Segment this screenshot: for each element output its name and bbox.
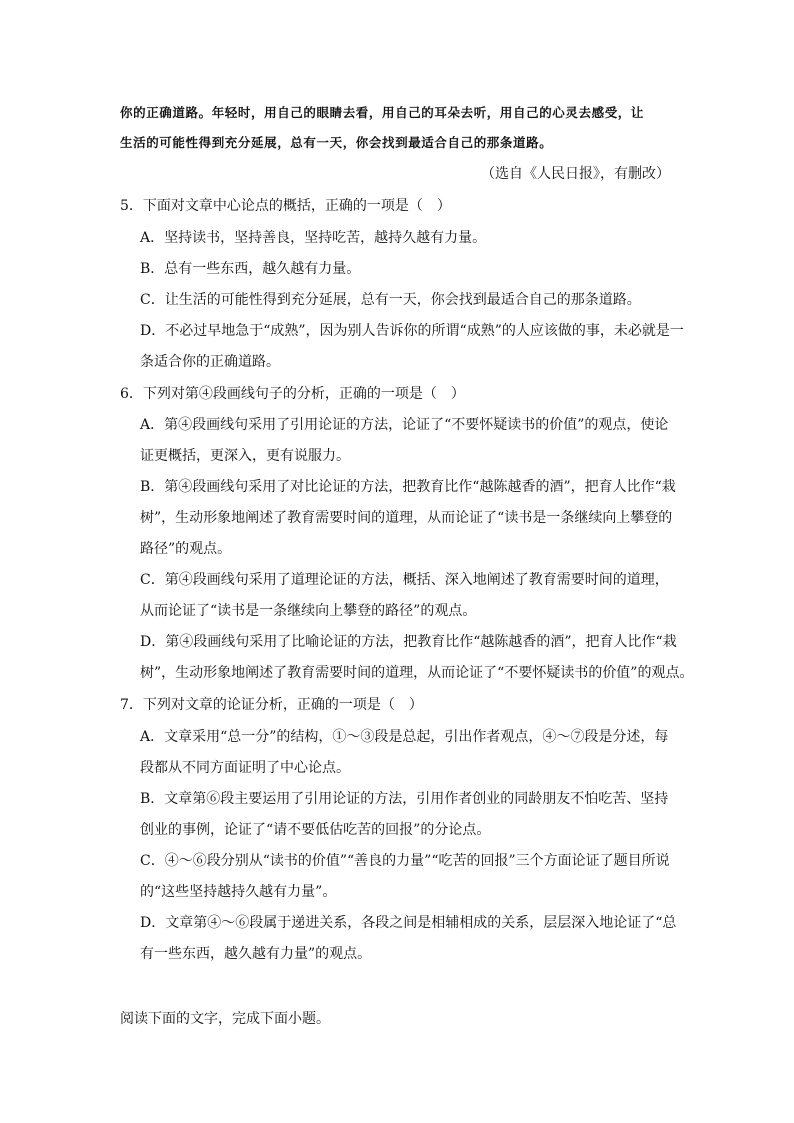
- option-c: C．④～⑥段分别从“读书的价值”“善良的力量”“吃苦的回报”三个方面论证了题目所说: [140, 853, 670, 869]
- question-stem: 5．下面对文章中心论点的概括，正确的一项是（ ）: [120, 198, 451, 214]
- question-stem: 6．下列对第④段画线句子的分析，正确的一项是（ ）: [120, 386, 465, 402]
- option-d: D．文章第④～⑥段属于递进关系，各段之间是相辅相成的关系，层层深入地论证了“总: [140, 915, 677, 931]
- passage-line: 你的正确道路。年轻时，用自己的眼睛去看，用自己的耳朵去听，用自己的心灵去感受，让: [120, 105, 645, 120]
- option-c-cont: 的“这些坚持越持久越有力量”。: [140, 884, 337, 900]
- option-b: B．总有一些东西，越久越有力量。: [140, 261, 361, 277]
- option-d-cont: 树”，生动形象地阐述了教育需要时间的道理，从而论证了“不要怀疑读书的价值”的观点。: [140, 665, 694, 681]
- option-a: A．第④段画线句采用了引用论证的方法，论证了“不要怀疑读书的价值”的观点，使论: [140, 417, 669, 433]
- passage-line: 生活的可能性得到充分延展，总有一天，你会找到最适合自己的那条道路。: [120, 135, 553, 150]
- option-a-cont: 段都从不同方面证明了中心论点。: [140, 760, 350, 776]
- option-a-cont: 证更概括，更深入，更有说服力。: [140, 448, 350, 464]
- option-b-cont: 创业的事例，论证了“请不要低估吃苦的回报”的分论点。: [140, 822, 491, 838]
- option-b: B．第④段画线句采用了对比论证的方法，把教育比作“越陈越香的酒”，把育人比作“栽: [140, 479, 676, 495]
- option-c: C．让生活的可能性得到充分延展，总有一天，你会找到最适合自己的那条道路。: [140, 292, 641, 308]
- option-d-cont: 有一些东西，越久越有力量”的观点。: [140, 946, 372, 962]
- option-d: D．第④段画线句采用了比喻论证的方法，把教育比作“越陈越香的酒”，把育人比作“栽: [140, 634, 677, 650]
- option-b: B．文章第⑥段主要运用了引用论证的方法，引用作者创业的同龄朋友不怕吃苦、坚持: [140, 791, 669, 807]
- option-d: D．不必过早地急于“成熟”，因为别人告诉你的所谓“成熟”的人应该做的事，未必就是一: [140, 323, 684, 339]
- option-d-cont: 条适合你的正确道路。: [140, 354, 280, 370]
- passage-source: （选自《人民日报》，有删改）: [481, 166, 670, 182]
- option-a: A．坚持读书，坚持善良，坚持吃苦，越持久越有力量。: [140, 230, 487, 246]
- question-stem: 7．下列对文章的论证分析，正确的一项是（ ）: [120, 697, 423, 713]
- option-a: A．文章采用“总一分”的结构，①～③段是总起，引出作者观点，④～⑦段是分述，每: [140, 729, 669, 745]
- option-b-cont: 树”，生动形象地阐述了教育需要时间的道理，从而论证了“读书是一条继续向上攀登的: [140, 510, 673, 526]
- option-b-cont: 路径”的观点。: [140, 541, 232, 557]
- option-c-cont: 从而论证了“读书是一条继续向上攀登的路径”的观点。: [140, 603, 477, 619]
- reading-instruction: 阅读下面的文字，完成下面小题。: [120, 1011, 330, 1027]
- option-c: C．第④段画线句采用了道理论证的方法，概括、深入地阐述了教育需要时间的道理，: [140, 572, 669, 588]
